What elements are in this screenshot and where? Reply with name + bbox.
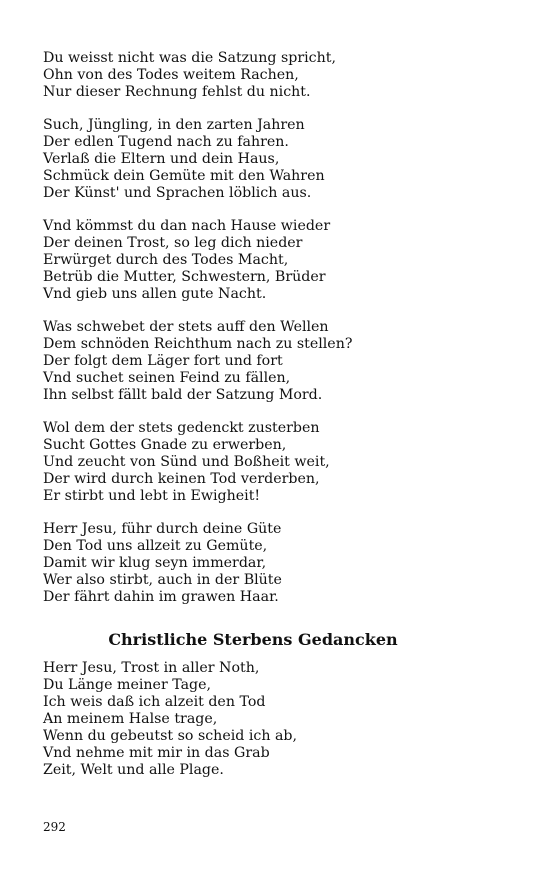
section-heading: Christliche Sterbens Gedancken bbox=[108, 630, 398, 649]
verse-line: Herr Jesu, Trost in aller Noth, bbox=[43, 660, 260, 676]
verse-line: Dem schnöden Reichthum nach zu stellen? bbox=[43, 336, 353, 352]
verse-line: Nur dieser Rechnung fehlst du nicht. bbox=[43, 84, 311, 100]
verse-line: Verlaß die Eltern und dein Haus, bbox=[43, 151, 280, 167]
stanza bbox=[43, 420, 523, 505]
verse-line: Was schwebet der stets auff den Wellen bbox=[43, 319, 329, 335]
verse-line: Wol dem der stets gedenckt zusterben bbox=[43, 420, 320, 436]
verse-line: Er stirbt und lebt in Ewigheit! bbox=[43, 488, 261, 504]
stanza bbox=[43, 660, 523, 779]
stanza bbox=[43, 319, 523, 404]
poem-second bbox=[43, 660, 523, 779]
verse-line: Damit wir klug seyn immerdar, bbox=[43, 555, 267, 571]
verse-line: Ihn selbst fällt bald der Satzung Mord. bbox=[43, 387, 323, 403]
text-block bbox=[43, 50, 523, 795]
verse-line: Vnd gieb uns allen gute Nacht. bbox=[43, 286, 267, 302]
verse-line: Ich weis daß ich alzeit den Tod bbox=[43, 694, 266, 710]
verse-line: An meinem Halse trage, bbox=[43, 711, 218, 727]
poem-first bbox=[43, 50, 523, 606]
verse-line: Du Länge meiner Tage, bbox=[43, 677, 212, 693]
verse-line: Vnd suchet seinen Feind zu fällen, bbox=[43, 370, 291, 386]
stanza bbox=[43, 218, 523, 303]
verse-line: Schmück dein Gemüte mit den Wahren bbox=[43, 168, 325, 184]
verse-line: Du weisst nicht was die Satzung spricht, bbox=[43, 50, 336, 66]
verse-line: Herr Jesu, führ durch deine Güte bbox=[43, 521, 282, 537]
verse-line: Wer also stirbt, auch in der Blüte bbox=[43, 572, 282, 588]
verse-line: Erwürget durch des Todes Macht, bbox=[43, 252, 289, 268]
verse-line: Vnd kömmst du dan nach Hause wieder bbox=[43, 218, 331, 234]
verse-line: Der wird durch keinen Tod verderben, bbox=[43, 471, 320, 487]
stanza bbox=[43, 117, 523, 202]
verse-line: Und zeucht von Sünd und Boßheit weit, bbox=[43, 454, 330, 470]
verse-line: Sucht Gottes Gnade zu erwerben, bbox=[43, 437, 287, 453]
verse-line: Der edlen Tugend nach zu fahren. bbox=[43, 134, 289, 150]
verse-line: Der Künst' und Sprachen löblich aus. bbox=[43, 185, 312, 201]
verse-line: Der folgt dem Läger fort und fort bbox=[43, 353, 283, 369]
stanza bbox=[43, 521, 523, 606]
verse-line: Ohn von des Todes weitem Rachen, bbox=[43, 67, 299, 83]
verse-line: Wenn du gebeutst so scheid ich ab, bbox=[43, 728, 298, 744]
page-number: 292 bbox=[43, 820, 66, 834]
verse-line: Der deinen Trost, so leg dich nieder bbox=[43, 235, 303, 251]
stanza bbox=[43, 50, 523, 101]
verse-line: Der fährt dahin im grawen Haar. bbox=[43, 589, 279, 605]
verse-line: Vnd nehme mit mir in das Grab bbox=[43, 745, 270, 761]
verse-line: Betrüb die Mutter, Schwestern, Brüder bbox=[43, 269, 326, 285]
verse-line: Such, Jüngling, in den zarten Jahren bbox=[43, 117, 305, 133]
verse-line: Zeit, Welt und alle Plage. bbox=[43, 762, 224, 778]
verse-line: Den Tod uns allzeit zu Gemüte, bbox=[43, 538, 268, 554]
